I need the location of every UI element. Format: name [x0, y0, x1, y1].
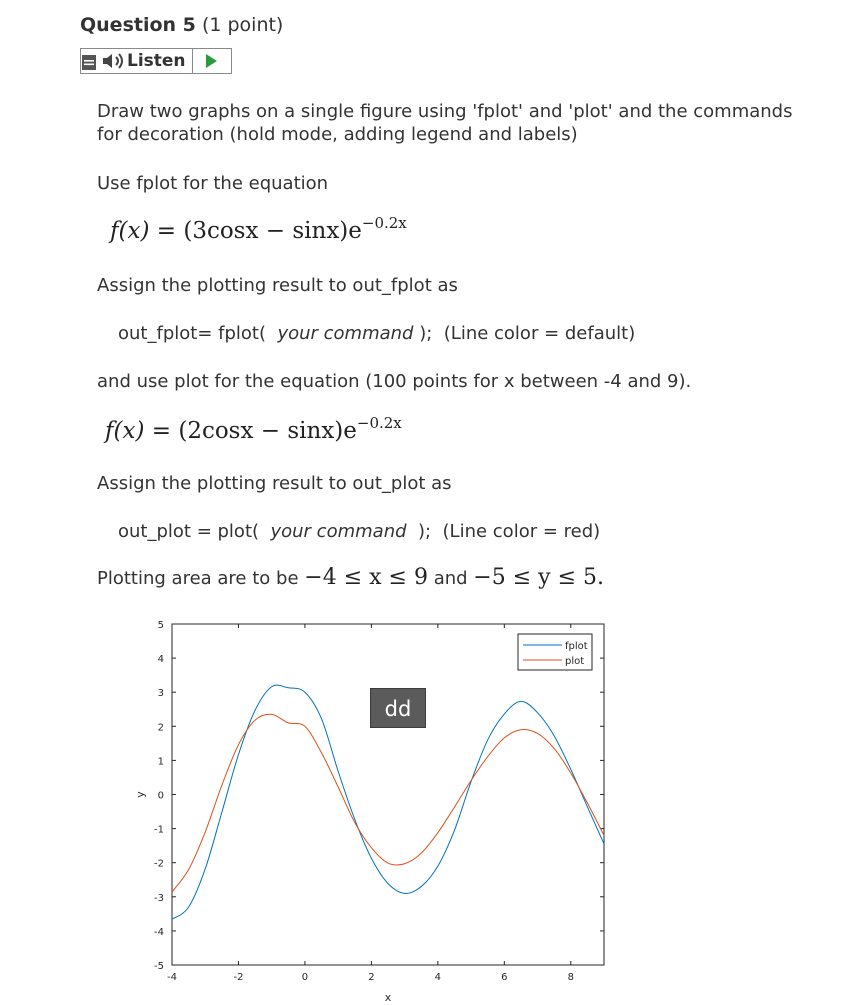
y-tick-label: 2 [157, 722, 164, 734]
code-fplot-suffix: ); [419, 323, 433, 344]
use-plot-text: and use plot for the equation (100 points for x between -4 and 9). [97, 371, 692, 392]
eq1-lhs: f(x) [110, 218, 150, 244]
y-tick-label: -5 [154, 961, 164, 972]
speaker-icon [101, 52, 127, 70]
y-tick-label: -1 [154, 824, 164, 836]
y-range: −5 ≤ y ≤ 5 [473, 565, 597, 590]
and-text: and [433, 568, 468, 589]
x-tick-label: 2 [368, 972, 375, 983]
question-points: (1 point) [201, 14, 284, 36]
eq1-exponent: −0.2x [361, 214, 407, 232]
eq2-exponent: −0.2x [356, 414, 402, 432]
plotting-area-text [97, 566, 604, 590]
code-plot-note: (Line color = red) [442, 521, 601, 542]
y-tick-label: 1 [157, 756, 164, 768]
code-fplot-note: (Line color = default) [443, 323, 636, 344]
x-tick-label: -4 [167, 972, 177, 983]
code-fplot-prefix: out_fplot= fplot( [118, 323, 266, 344]
eq1-rhs: (3cosx − sinx)e [183, 218, 362, 244]
x-tick-label: 0 [301, 972, 309, 983]
y-tick-label: 5 [157, 620, 164, 631]
code-plot-placeholder: your command [270, 521, 407, 542]
assign-fplot-text: Assign the plotting result to out_fplot as [97, 275, 458, 296]
code-plot-suffix: ); [417, 521, 432, 542]
code-plot-prefix: out_plot = plot( [118, 521, 260, 542]
intro-text: Draw two graphs on a single figure using 'fplot' and 'plot' and the commands for decoration (hold mode, adding legend and labels) [97, 101, 793, 145]
play-icon[interactable] [206, 54, 217, 68]
equation-plot [105, 414, 402, 444]
code-fplot-placeholder: your command [277, 323, 414, 344]
x-range: −4 ≤ x ≤ 9 [304, 565, 428, 590]
use-fplot-text: Use fplot for the equation [97, 173, 329, 194]
plot-area [172, 624, 604, 965]
x-axis-label: x [384, 991, 392, 1004]
code-fplot [118, 322, 635, 345]
y-tick-label: 0 [157, 790, 164, 802]
y-tick-label: -4 [154, 926, 164, 938]
equation-fplot [110, 214, 407, 244]
code-plot [118, 520, 600, 543]
x-tick-label: 6 [501, 972, 508, 983]
legend-label-fplot: fplot [565, 641, 588, 652]
listen-button[interactable]: Listen [127, 51, 186, 71]
line-chart [130, 612, 620, 1006]
y-tick-label: -2 [154, 858, 164, 870]
x-tick-label: 8 [567, 972, 574, 983]
divider [192, 49, 193, 73]
y-tick-label: 4 [157, 654, 164, 666]
y-tick-label: -3 [154, 892, 164, 904]
x-tick-label: -2 [233, 972, 244, 983]
y-tick-label: 3 [157, 688, 164, 700]
legend-label-plot: plot [565, 656, 585, 667]
eq2-equals: = [151, 418, 172, 444]
eq2-lhs: f(x) [105, 418, 145, 444]
eq1-equals: = [156, 218, 177, 244]
listen-toolbar[interactable] [80, 48, 232, 74]
dd-drop-target[interactable]: dd [370, 688, 426, 728]
x-tick-label: 4 [434, 972, 442, 983]
question-header [80, 14, 283, 36]
eq2-rhs: (2cosx − sinx)e [178, 418, 357, 444]
period: . [597, 565, 604, 590]
y-axis-label: y [134, 791, 147, 798]
question-title: Question 5 [80, 14, 196, 36]
menu-icon[interactable] [82, 55, 96, 70]
area-text: Plotting area are to be [97, 568, 299, 589]
assign-plot-text: Assign the plotting result to out_plot as [97, 473, 452, 494]
